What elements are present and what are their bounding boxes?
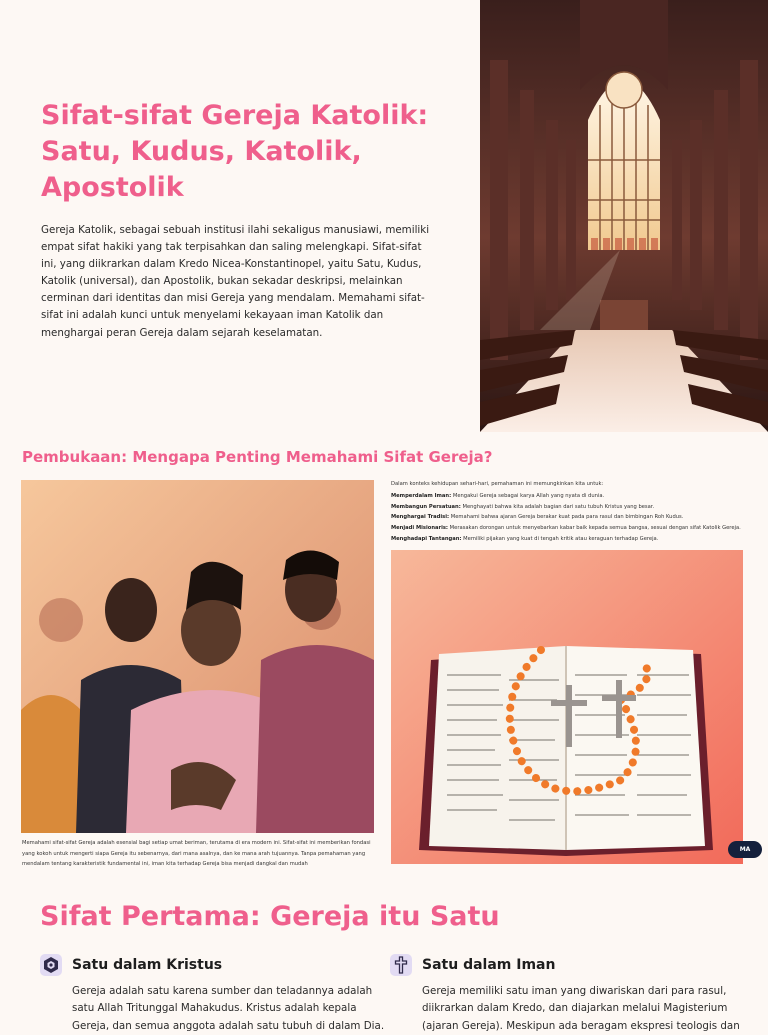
praying-people-image bbox=[21, 480, 374, 833]
reason-text: Memiliki pijakan yang kuat di tengah kritik atau keraguan terhadap Gereja. bbox=[463, 535, 659, 542]
list-item bbox=[391, 512, 757, 523]
opening-section-title: Pembukaan: Mengapa Penting Memahami Sifat Gereja? bbox=[22, 448, 493, 466]
feature-text: Gereja adalah satu karena sumber dan teladannya adalah satu Allah Tritunggal Mahakudus. Kristus adalah kepala Gereja, dan semua anggota adalah satu tubuh di dalam Dia. bbox=[72, 985, 385, 1032]
reason-text: Menghayati bahwa kita adalah bagian dari satu tubuh Kristus yang besar. bbox=[462, 503, 655, 510]
reason-text: Mengakui Gereja sebagai karya Allah yang nyata di dunia. bbox=[452, 493, 605, 499]
reason-label: Menjadi Misionaris: bbox=[391, 525, 449, 532]
list-item bbox=[391, 523, 757, 534]
opening-details bbox=[391, 480, 757, 545]
reason-text: Merasakan dorongan untuk menyebarkan kabar baik kepada semua bangsa, sesuai dengan sifat Katolik Gereja. bbox=[449, 525, 741, 532]
list-item bbox=[391, 491, 757, 502]
bible-rosary-image bbox=[391, 550, 743, 864]
reason-label: Membangun Persatuan: bbox=[391, 503, 461, 510]
cathedral-image bbox=[480, 0, 768, 432]
list-item bbox=[391, 502, 757, 513]
reason-label: Menghargai Tradisi: bbox=[391, 514, 450, 521]
page-title: Sifat-sifat Gereja Katolik: Satu, Kudus, Katolik, Apostolik bbox=[41, 100, 429, 203]
list-item bbox=[391, 534, 757, 545]
reasons-intro: Dalam konteks kehidupan sehari-hari, pemahaman ini memungkinkan kita untuk: bbox=[391, 481, 604, 487]
side-badge[interactable]: MA bbox=[728, 841, 762, 858]
section-one-title: Sifat Pertama: Gereja itu Satu bbox=[40, 901, 500, 932]
reason-label: Memperdalam Iman: bbox=[391, 493, 452, 499]
intro-paragraph: Gereja Katolik, sebagai sebuah institusi ilahi sekaligus manusiawi, memiliki empat sifat hakiki yang tak terpisahkan dan saling melengkapi. Sifat-sifat ini, yang diikrarkan dalam Kredo Nicea-Konstantinopel, yaitu Satu, Kudus, Katolik (universal), dan Apostolik, bukan sekadar deskripsi, melainkan cerminan dari identitas dan misi Gereja yang mendalam. Memahami sifat-sifat ini adalah kunci untuk menyelami kekayaan iman Katolik dan menghargai peran Gereja dalam sejarah keselamatan. bbox=[41, 224, 430, 339]
reason-label: Menghadapi Tantangan: bbox=[391, 535, 462, 542]
reason-text: Memahami bahwa ajaran Gereja berakar kuat pada para rasul dan bimbingan Roh Kudus. bbox=[450, 514, 684, 521]
feature-title: Satu dalam Iman bbox=[422, 957, 556, 973]
unity-icon bbox=[40, 954, 62, 976]
cross-icon bbox=[390, 954, 412, 976]
feature-text: Gereja memiliki satu iman yang diwariskan dari para rasul, diikrarkan dalam Kredo, dan diajarkan melalui Magisterium (ajaran Gereja). Meskipun ada beragam ekspresi teologis dan bbox=[422, 985, 740, 1032]
reasons-list bbox=[391, 491, 757, 545]
opening-caption: Memahami sifat-sifat Gereja adalah esensial bagi setiap umat beriman, terutama di era modern ini. Sifat-sifat ini memberikan fondasi yang kokoh untuk mengerti siapa Gereja itu sebenarnya, dari mana asalnya, dan ke mana arah tujuannya. Tanpa pemahaman yang mendalam tentang karakteristik fundamental ini, iman kita terhadap Gereja bisa menjadi dangkal dan mudah bbox=[22, 840, 371, 868]
feature-title: Satu dalam Kristus bbox=[72, 957, 223, 973]
